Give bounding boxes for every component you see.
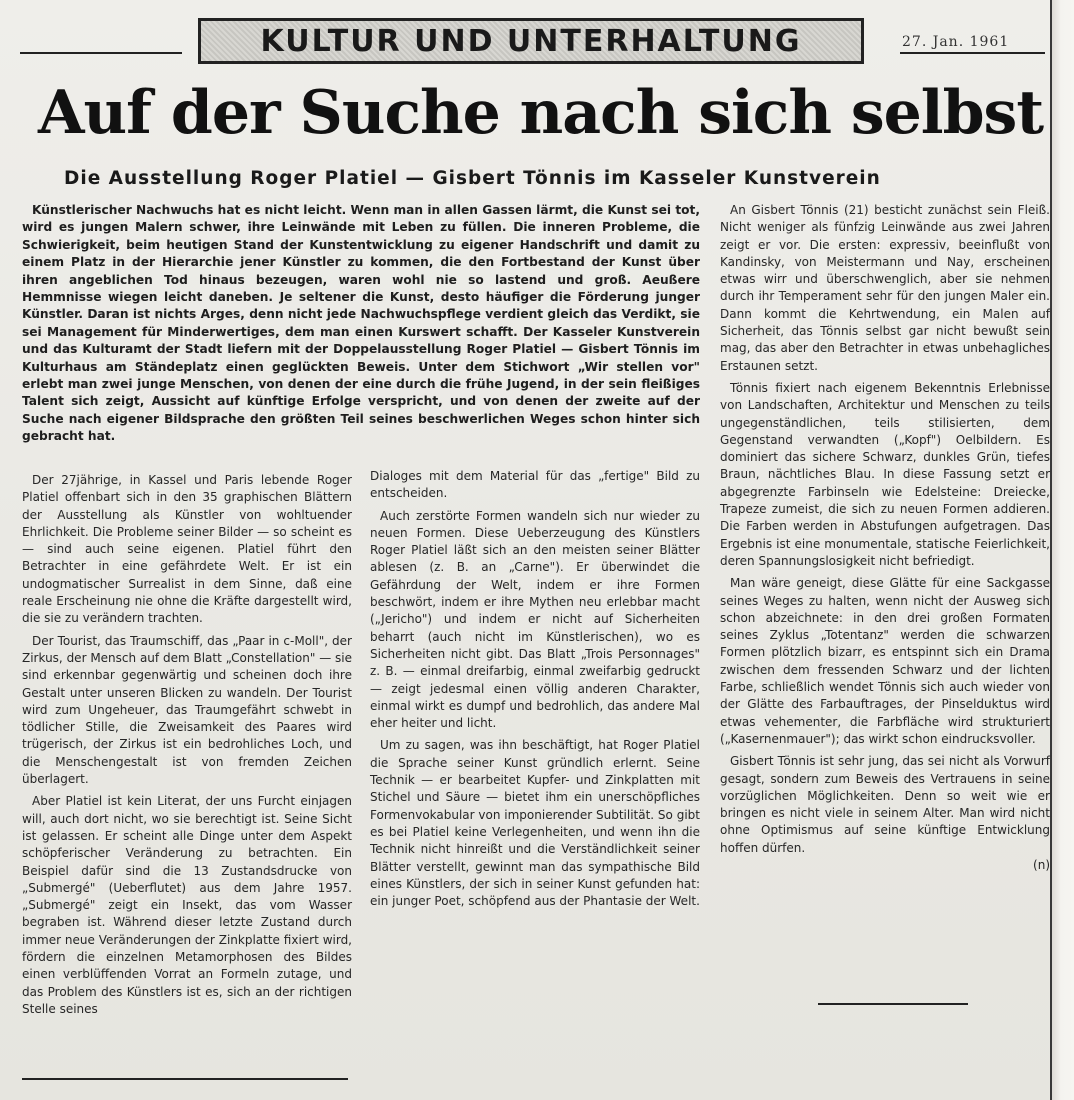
article-lead: Künstlerischer Nachwuchs hat es nicht leicht. Wenn man in allen Gassen lärmt, die Kunst sei tot, wird es jungen Malern schwer, ihre Leinwände mit Leben zu füllen. Die inneren Probleme, die Schwierigkeit, beim heutigen Stand der Kunstentwicklung zu eigener Handschrift und damit zu einem Platz in der Hierarchie jener Künstler zu kommen, die den Fortbestand der Kunst über ihren angeblichen Tod hinaus bezeugen, waren wohl nie so lastend und groß. Aeußere Hemmnisse wiegen leicht daneben. Je seltener die Kunst, desto häufiger die Förderung junger Künstler. Daran ist nichts Arges, denn nicht jede Nachwuchspflege verdient gleich das Verdikt, sie sei Management für Minderwertiges, dem man einen Kurswert schafft. Der Kasseler Kunstverein und das Kulturamt der Stadt liefern mit der Doppelausstellung Roger Platiel — Gisbert Tönnis im Kulturhaus am Ständeplatz einen geglückten Beweis. Unter dem Stichwort „Wir stellen vor" erlebt man zwei junge Menschen, von denen der eine durch die frühe Jugend, in der sein fleißiges Talent sich zeigt, Aussicht auf künftige Erfolge verspricht, und von denen der zweite auf der Suche nach eigener Bildsprache den größten Teil seines beschwerlichen Weges schon hinter sich gebracht hat. bbox=[22, 203, 700, 444]
column-end-rule bbox=[22, 1078, 348, 1080]
paragraph: Der Tourist, das Traumschiff, das „Paar in c-Moll", der Zirkus, der Mensch auf dem Blatt „Constellation" — sie sind erkennbar gegenwärtig und scheinen doch ihre Gestalt unter unseren Blicken zu wandeln. Der Tourist wird zum Ungeheuer, das Traumgefährt schwebt in tödlicher Stille, die Zweisamkeit des Paares wird trügerisch, der Zirkus ist ein bedrohliches Loch, und die Menschengestalt ist von fremden Zeichen überlagert. bbox=[22, 633, 352, 787]
paragraph: Gisbert Tönnis ist sehr jung, das sei nicht als Vorwurf gesagt, sondern zum Beweis des Vertrauens in seine vorzüglichen Möglichkeiten. Denn so weit wie er bringen es nicht viele in seinem Alter. Man wird nicht ohne Optimismus auf seine künftige Entwicklung hoffen dürfen. bbox=[720, 754, 1050, 855]
paragraph: An Gisbert Tönnis (21) besticht zunächst sein Fleiß. Nicht weniger als fünfzig Leinwände aus zwei Jahren zeigt er vor. Die ersten: expressiv, beeinflußt von Kandinsky, von Meistermann und Nay, erscheinen etwas wirr und überschwenglich, aber sie nehmen durch ihr Temperament sehr für den jungen Maler ein. Dann kommt die Kehrtwendung, ein Malen auf Sicherheit, das Tönnis selbst gar nicht bewußt sein mag, das aber den Betrachter in etwas unbehagliches Erstaunen setzt. bbox=[720, 203, 1050, 373]
page-edge bbox=[1050, 0, 1074, 1100]
paragraph: Tönnis fixiert nach eigenem Bekenntnis Erlebnisse von Landschaften, Architektur und Menschen zu teils ungegenständlichen, teils stilisierten, dem Gegenstand verwandten („Kopf") Oelbildern. Es dominiert das sichere Schwarz, dunkles Grün, tiefes Braun, nächtliches Blau. In diese Fassung setzt er abgegrenzte Farbinseln wie Edelsteine: Dreiecke, Trapeze zumeist, die sich zu neuen Formen addieren. Die Farben werden in Abstufungen aufgetragen. Das Ergebnis ist eine monumentale, statische Feierlichkeit, deren Spannungslosigkeit nicht befriedigt. bbox=[720, 380, 1050, 568]
article-end-rule bbox=[818, 1003, 968, 1005]
header-rule-left bbox=[20, 52, 182, 54]
section-label: KULTUR UND UNTERHALTUNG bbox=[260, 23, 802, 59]
issue-date: 27. Jan. 1961 bbox=[902, 34, 1010, 50]
header-rule-right bbox=[900, 52, 1045, 54]
paragraph: Man wäre geneigt, diese Glätte für eine Sackgasse seines Weges zu halten, wenn nicht der Ausweg sich schon abzeichnete: in den drei großen Formaten seines Zyklus „Totentanz" werden die schwarzen Formen plötzlich bizarr, es entspinnt sich ein Drama zwischen dem fressenden Schwarz und der lichten Farbe, schließlich wendet Tönnis sich auch wieder von der Glätte des Farbauftrages, der Pinselduktus wird etwas vehementer, die Farbfläche wird strukturiert („Kasernenmauer"); das wirkt schon eindrucksvoller. bbox=[720, 576, 1050, 746]
column-middle bbox=[370, 468, 700, 915]
column-left bbox=[22, 472, 352, 1023]
paragraph: Auch zerstörte Formen wandeln sich nur wieder zu neuen Formen. Diese Ueberzeugung des Künstlers Roger Platiel läßt sich an den meisten seiner Blätter ablesen (z. B. an „Carne"). Er überwindet die Gefährdung der Welt, indem er ihre Formen beschwört, indem er ihre Mythen neu erlebbar macht („Jericho") und indem er nicht auf Sicherheiten beharrt (auch nicht im Künstlerischen), wo es Sicherheiten nicht gibt. Das Blatt „Trois Personnages" z. B. — einmal dreifarbig, einmal zweifarbig gedruckt — zeigt jedesmal einen völlig anderen Charakter, einmal wirkt es dumpf und bedrohlich, das andere Mal eher heiter und licht. bbox=[370, 508, 700, 731]
paragraph: Um zu sagen, was ihn beschäftigt, hat Roger Platiel die Sprache seiner Kunst gründlich erlernt. Seine Technik — er bearbeitet Kupfer- und Zinkplatten mit Stichel und Säure — bietet ihm ein unerschöpfliches Formenvokabular von imponierender Subtilität. So gibt es bei Platiel keine Verlegenheiten, und wenn ihn die Technik nicht hinreißt und die Verständlichkeit seiner Blätter verstellt, gewinnt man das sympathische Bild eines Künstlers, der sich in seiner Kunst gefunden hat: ein junger Poet, schöpfend aus der Phantasie der Welt. bbox=[370, 738, 700, 909]
paragraph: Der 27jährige, in Kassel und Paris lebende Roger Platiel offenbart sich in den 35 graphischen Blättern der Ausstellung als Künstler von wohltuender Ehrlichkeit. Die Probleme seiner Bilder — so scheint es — sind auch seine eigenen. Platiel führt den Betrachter in eine gefährdete Welt. Er ist ein undogmatischer Surrealist in dem Sinne, daß eine reale Erscheinung nie ohne die Kräfte dargestellt wird, die sie zu verändern trachten. bbox=[22, 473, 352, 626]
column-right bbox=[720, 202, 1050, 874]
author-signoff: (n) bbox=[1033, 857, 1050, 872]
article-headline: Auf der Suche nach sich selbst bbox=[38, 78, 1044, 148]
section-banner bbox=[198, 18, 864, 64]
paragraph: Dialoges mit dem Material für das „fertige" Bild zu entscheiden. bbox=[370, 469, 700, 501]
paragraph: Aber Platiel ist kein Literat, der uns Furcht einjagen will, auch dort nicht, wo sie berechtigt ist. Seine Sicht ist gelassen. Er scheint alle Dinge unter dem Aspekt schöpferischer Veränderung zu betrachten. Ein Beispiel dafür sind die 13 Zustandsdrucke von „Submergé" (Ueberflutet) aus dem Jahre 1957. „Submergé" zeigt ein Insekt, das vom Wasser begraben ist. Während dieser letzte Zustand durch immer neue Veränderungen der Zinkplatte fixiert wird, fördern die einzelnen Metamorphosen des Bildes einen verblüffenden Vorrat an Formeln zutage, und das Problem des Künstlers ist es, sich an der richtigen Stelle seines bbox=[22, 794, 352, 1016]
article-subheadline: Die Ausstellung Roger Platiel — Gisbert Tönnis im Kasseler Kunstverein bbox=[64, 168, 881, 189]
